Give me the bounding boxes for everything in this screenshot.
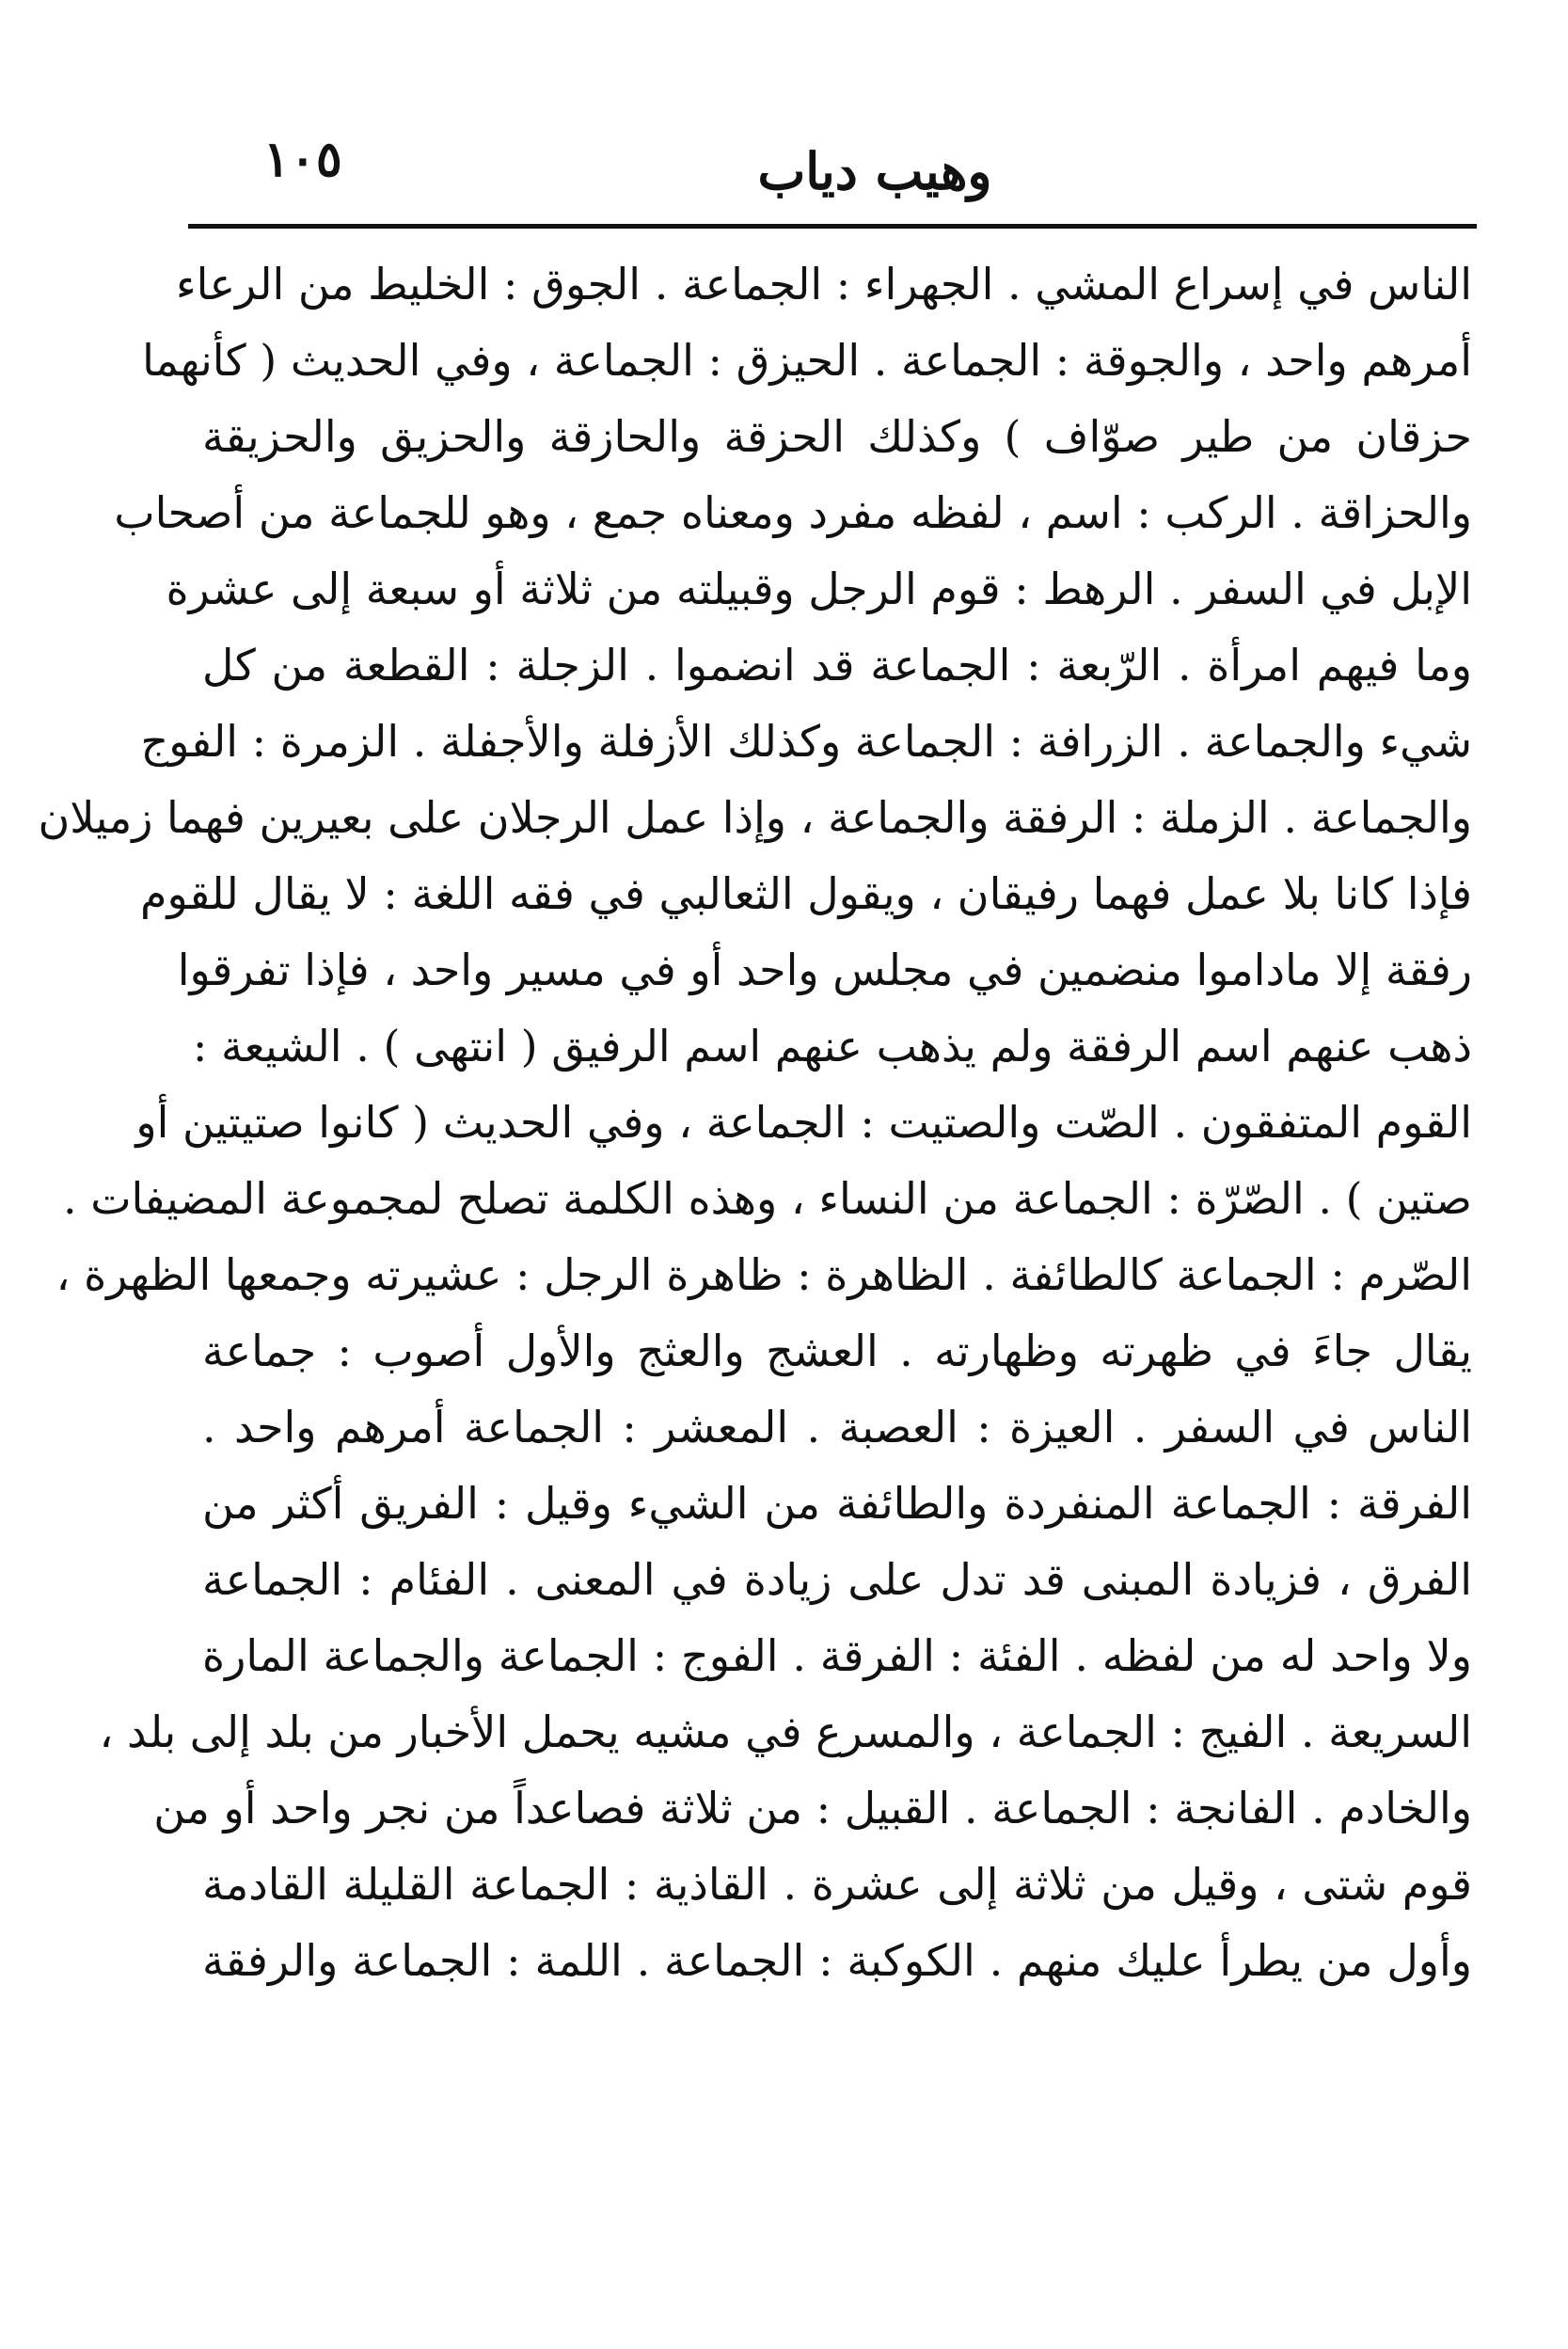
- text-line: وما فيهم امرأة . الرّبعة : الجماعة قد انضموا . الزجلة : القطعة من كل: [202, 640, 1472, 690]
- text-line: أمرهم واحد ، والجوقة : الجماعة . الحيزق : الجماعة ، وفي الحديث ( كأنهما: [142, 335, 1472, 386]
- text-line: حزقان من طير صوّاف ) وكذلك الحزقة والحازقة والحزيق والحزيقة: [202, 411, 1472, 462]
- text-line: والخادم . الفانجة : الجماعة . القبيل : من ثلاثة فصاعداً من نجر واحد أو من: [153, 1783, 1472, 1833]
- text-line: صتين ) . الصّرّة : الجماعة من النساء ، وهذه الكلمة تصلح لمجموعة المضيفات .: [62, 1173, 1472, 1224]
- text-line: والحزاقة . الركب : اسم ، لفظه مفرد ومعناه جمع ، وهو للجماعة من أصحاب: [114, 487, 1472, 538]
- page-number: ١٠٥: [263, 131, 342, 188]
- text-line: ذهب عنهم اسم الرفقة ولم يذهب عنهم اسم الرفيق ( انتهى ) . الشيعة :: [192, 1021, 1472, 1071]
- running-head: وهيب دياب: [757, 141, 992, 201]
- text-line: الإبل في السفر . الرهط : قوم الرجل وقبيلته من ثلاثة أو سبعة إلى عشرة: [166, 563, 1472, 614]
- text-line: الصّرم : الجماعة كالطائفة . الظاهرة : ظاهرة الرجل : عشيرته وجمعها الظهرة ،: [55, 1249, 1472, 1300]
- text-line: وأول من يطرأ عليك منهم . الكوكبة : الجماعة . اللمة : الجماعة والرفقة: [202, 1935, 1472, 1986]
- text-line: ولا واحد له من لفظه . الفئة : الفرقة . الفوج : الجماعة والجماعة المارة: [202, 1630, 1472, 1681]
- page-header: [188, 122, 1477, 216]
- body-text: [38, 246, 1472, 1999]
- text-line: قوم شتى ، وقيل من ثلاثة إلى عشرة . القاذية : الجماعة القليلة القادمة: [202, 1859, 1472, 1910]
- text-line: القوم المتفقون . الصّت والصتيت : الجماعة ، وفي الحديث ( كانوا صتيتين أو: [135, 1097, 1472, 1148]
- text-line: الناس في إسراع المشي . الجهراء : الجماعة . الجوق : الخليط من الرعاء: [175, 259, 1472, 309]
- text-line: رفقة إلا ماداموا منضمين في مجلس واحد أو في مسير واحد ، فإذا تفرقوا: [177, 944, 1472, 995]
- text-line: السريعة . الفيج : الجماعة ، والمسرع في مشيه يحمل الأخبار من بلد إلى بلد ،: [99, 1706, 1472, 1757]
- text-line: الفرقة : الجماعة المنفردة والطائفة من الشيء وقيل : الفريق أكثر من: [202, 1478, 1472, 1529]
- text-line: يقال جاءَ في ظهرته وظهارته . العشج والعثج والأول أصوب : جماعة: [202, 1325, 1472, 1376]
- header-rule: [188, 224, 1477, 229]
- text-line: فإذا كانا بلا عمل فهما رفيقان ، ويقول الثعالبي في فقه اللغة : لا يقال للقوم: [140, 868, 1472, 919]
- text-line: الفرق ، فزيادة المبنى قد تدل على زيادة في المعنى . الفئام : الجماعة: [202, 1554, 1472, 1605]
- text-line: والجماعة . الزملة : الرفقة والجماعة ، وإذا عمل الرجلان على بعيرين فهما زميلان: [38, 792, 1472, 843]
- text-line: الناس في السفر . العيزة : العصبة . المعشر : الجماعة أمرهم واحد .: [202, 1402, 1472, 1452]
- text-line: شيء والجماعة . الزرافة : الجماعة وكذلك الأزفلة والأجفلة . الزمرة : الفوج: [140, 716, 1472, 767]
